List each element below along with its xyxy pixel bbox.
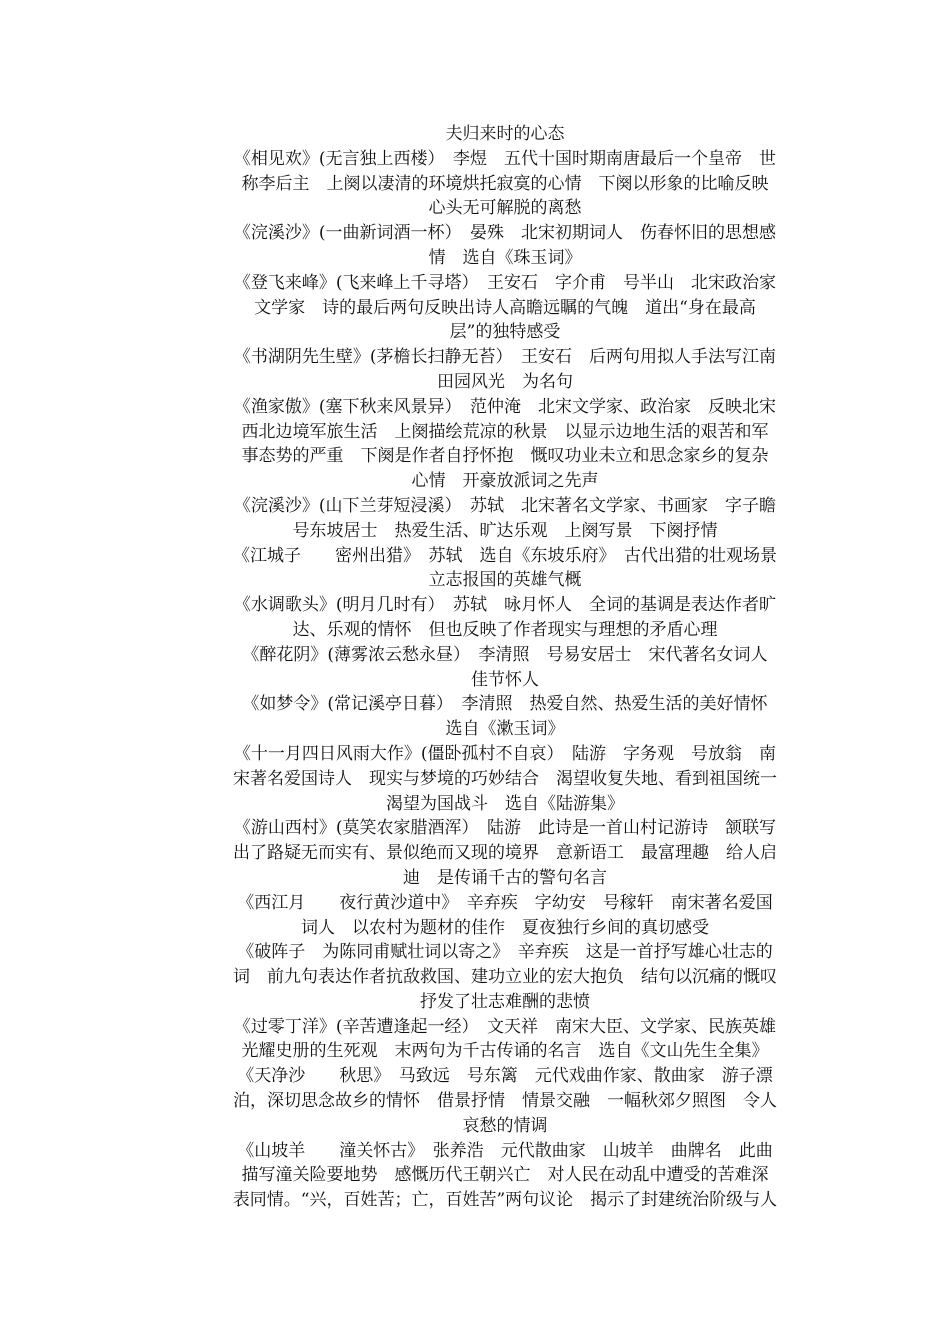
text-line: 情 选自《珠玉词》 bbox=[428, 247, 582, 268]
text-line: 《登飞来峰》(飞来峰上千寻塔） 王安石 字介甫 号半山 北宋政治家 bbox=[233, 272, 777, 293]
text-line: 《浣溪沙》(一曲新词酒一杯） 晏殊 北宋初期词人 伤春怀旧的思想感 bbox=[233, 223, 777, 244]
text-line: 渴望为国战斗 选自《陆游集》 bbox=[386, 793, 624, 814]
text-line: 《如梦令》(常记溪亭日暮） 李清照 热爱自然、热爱生活的美好情怀 bbox=[242, 694, 768, 715]
text-line: 哀愁的情调 bbox=[462, 1115, 548, 1136]
text-line: 选自《漱玉词》 bbox=[445, 719, 565, 740]
text-line: 光耀史册的生死观 末两句为千古传诵的名言 选自《文山先生全集》 bbox=[241, 1041, 769, 1062]
text-line: 词 前九句表达作者抗敌救国、建功立业的宏大抱负 结句以沉痛的慨叹 bbox=[233, 967, 777, 988]
text-line: 号东坡居士 热爱生活、旷达乐观 上阕写景 下阕抒情 bbox=[292, 520, 718, 541]
text-line: 抒发了壮志难酬的悲愤 bbox=[420, 991, 590, 1012]
text-line: 心头无可解脱的离愁 bbox=[428, 198, 582, 219]
text-line: 心情 开豪放派词之先声 bbox=[411, 471, 599, 492]
text-line: 佳节怀人 bbox=[471, 669, 539, 690]
text-line: 《过零丁洋》(辛苦遭逢起一经） 文天祥 南宋大臣、文学家、民族英雄 bbox=[233, 1016, 777, 1037]
text-line: 《醉花阴》(薄雾浓云愁永昼） 李清照 号易安居士 宋代著名女词人 bbox=[242, 644, 768, 665]
document-page bbox=[200, 122, 810, 1213]
text-line: 西北边境军旅生活 上阕描绘荒凉的秋景 以显示边地生活的艰苦和军 bbox=[241, 421, 769, 442]
text-line: 立志报国的英雄气概 bbox=[428, 570, 582, 591]
text-line: 《山坡羊 潼关怀古》 张养浩 元代散曲家 山坡羊 曲牌名 此曲 bbox=[237, 1140, 773, 1161]
text-line: 出了路疑无而实有、景似绝而又现的境界 意新语工 最富理趣 给人启 bbox=[233, 843, 777, 864]
text-line: 《西江月 夜行黄沙道中》 辛弃疾 字幼安 号稼轩 南宋著名爱国 bbox=[237, 892, 773, 913]
text-line: 《书湖阴先生壁》(茅檐长扫静无苔） 王安石 后两句用拟人手法写江南 bbox=[233, 347, 777, 368]
text-line: 夫归来时的心态 bbox=[445, 124, 565, 144]
text-line: 《水调歌头》(明月几时有） 苏轼 咏月怀人 全词的基调是表达作者旷 bbox=[233, 595, 777, 616]
text-line: 迪 是传诵千古的警句名言 bbox=[403, 867, 607, 888]
text-line: 《天净沙 秋思》 马致远 号东篱 元代戏曲作家、散曲家 游子漂 bbox=[237, 1066, 773, 1087]
text-line: 《破阵子 为陈同甫赋壮词以寄之》 辛弃疾 这是一首抒写雄心壮志的 bbox=[237, 942, 773, 963]
text-line: 称李后主 上阕以凄清的环境烘托寂寞的心情 下阕以形象的比喻反映 bbox=[241, 173, 769, 194]
text-line: 表同情。“兴，百姓苦；亡，百姓苦”两句议论 揭示了封建统治阶级与人 bbox=[232, 1190, 778, 1211]
text-line: 《江城子 密州出猎》 苏轼 选自《东坡乐府》 古代出猎的壮观场景 bbox=[233, 545, 777, 566]
text-line: 描写潼关险要地势 感慨历代王朝兴亡 对人民在动乱中遭受的苦难深 bbox=[241, 1165, 769, 1186]
text-line: 词人 以农村为题材的佳作 夏夜独行乡间的真切感受 bbox=[301, 917, 709, 938]
text-line: 达、乐观的情怀 但也反映了作者现实与理想的矛盾心理 bbox=[292, 619, 718, 640]
text-line: 文学家 诗的最后两句反映出诗人高瞻远瞩的气魄 道出“身在最高 bbox=[254, 297, 756, 318]
text-line: 《渔家傲》(塞下秋来风景异） 范仲淹 北宋文学家、政治家 反映北宋 bbox=[233, 396, 777, 417]
text-line: 宋著名爱国诗人 现实与梦境的巧妙结合 渴望收复失地、看到祖国统一 bbox=[233, 768, 777, 789]
text-line: 田园风光 为名句 bbox=[437, 371, 573, 392]
text-line: 层”的独特感受 bbox=[449, 322, 561, 343]
text-line: 事态势的严重 下阕是作者自抒怀抱 慨叹功业未立和思念家乡的复杂 bbox=[241, 446, 769, 467]
text-line: 《相见欢》(无言独上西楼） 李煜 五代十国时期南唐最后一个皇帝 世 bbox=[233, 148, 777, 169]
text-line: 泊，深切思念故乡的情怀 借景抒情 情景交融 一幅秋郊夕照图 令人 bbox=[233, 1091, 777, 1112]
text-line: 《十一月四日风雨大作》(僵卧孤村不自哀） 陆游 字务观 号放翁 南 bbox=[233, 743, 777, 764]
text-line: 《游山西村》(莫笑农家腊酒浑） 陆游 此诗是一首山村记游诗 颔联写 bbox=[233, 818, 777, 839]
text-line: 《浣溪沙》(山下兰芽短浸溪） 苏轼 北宋著名文学家、书画家 字子瞻 bbox=[233, 495, 777, 516]
